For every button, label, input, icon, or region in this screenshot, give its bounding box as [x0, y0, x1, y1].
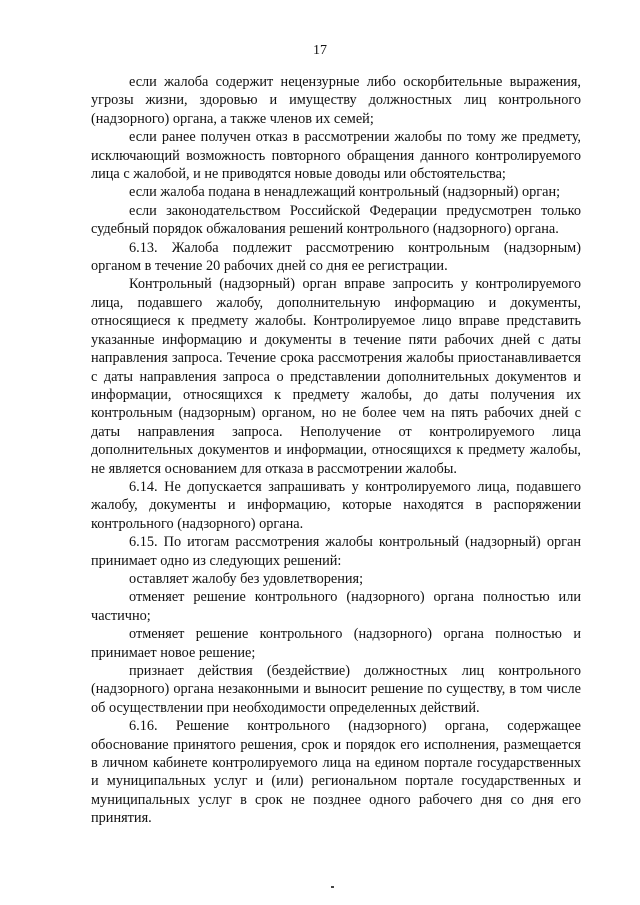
paragraph-6-13: 6.13. Жалоба подлежит рассмотрению контрольным (надзорным) органом в течение 20 рабочих дней со дня ее регистрации. — [91, 239, 581, 275]
document-body — [91, 73, 581, 828]
paragraph-wrong-authority: если жалоба подана в ненадлежащий контрольный (надзорный) орган; — [129, 184, 561, 201]
paragraph-prior-refusal: если ранее получен отказ в рассмотрении жалобы по тому же предмету, исключающий возможность повторного обращения данного контролируемого лица с жалобой, и не приводятся новые доводы или обстоятельства; — [91, 129, 581, 183]
paragraph-6-14: 6.14. Не допускается запрашивать у контролируемого лица, подавшего жалобу, документы и информацию, которые находятся в распоряжении контрольного (надзорного) органа. — [91, 478, 581, 532]
paragraph-decision-cancel-partial: отменяет решение контрольного (надзорного) органа полностью или частично; — [91, 589, 581, 624]
paragraph-judicial-only: если законодательством Российской Федерации предусмотрен только судебный порядок обжалования решений контрольного (надзорного) органа. — [91, 202, 581, 238]
paragraph-6-15: 6.15. По итогам рассмотрения жалобы контрольный (надзорный) орган принимает одно из следующих решений: — [91, 534, 581, 569]
paragraph-decision-reject: оставляет жалобу без удовлетворения; — [129, 570, 364, 587]
paragraph-obscene-language: если жалоба содержит нецензурные либо оскорбительные выражения, угрозы жизни, здоровью и имуществу должностных лиц контрольного (надзорного) органа, а также членов их семей; — [91, 74, 581, 127]
scan-mark — [331, 886, 334, 888]
paragraph-additional-documents: Контрольный (надзорный) орган вправе запросить у контролируемого лица, подавшего жалобу, дополнительную информацию и документы, относящиеся к предмету жалобы. Контролируемое лицо вправе представить указанные информацию и документы в течение пяти рабочих дней с даты направления запроса. Течение срока рассмотрения жалобы приостанавливается с даты направления запроса о представлении дополнительных документов и информации, относящихся к предмету жалобы, до даты получения их контрольным (надзорным) органом, но не более чем на пять рабочих дней с даты направления запроса. Неполучение от контролируемого лица дополнительных документов и информации, относящихся к предмету жалобы, не является основанием для отказа в рассмотрении жалобы. — [91, 276, 581, 477]
page-number: 17 — [313, 43, 327, 58]
paragraph-decision-unlawful: признает действия (бездействие) должностных лиц контрольного (надзорного) органа незаконными и выносит решение по существу, в том числе об осуществлении при необходимости определенных действий. — [91, 663, 581, 716]
paragraph-decision-cancel-new: отменяет решение контрольного (надзорного) органа полностью и принимает новое решение; — [91, 626, 581, 661]
paragraph-6-16: 6.16. Решение контрольного (надзорного) органа, содержащее обоснование принятого решения, срок и порядок его исполнения, размещается в личном кабинете контролируемого лица на едином портале государственных и муниципальных услуг и (или) региональном портале государственных и муниципальных услуг в срок не позднее одного рабочего дня со дня его принятия. — [91, 718, 581, 827]
